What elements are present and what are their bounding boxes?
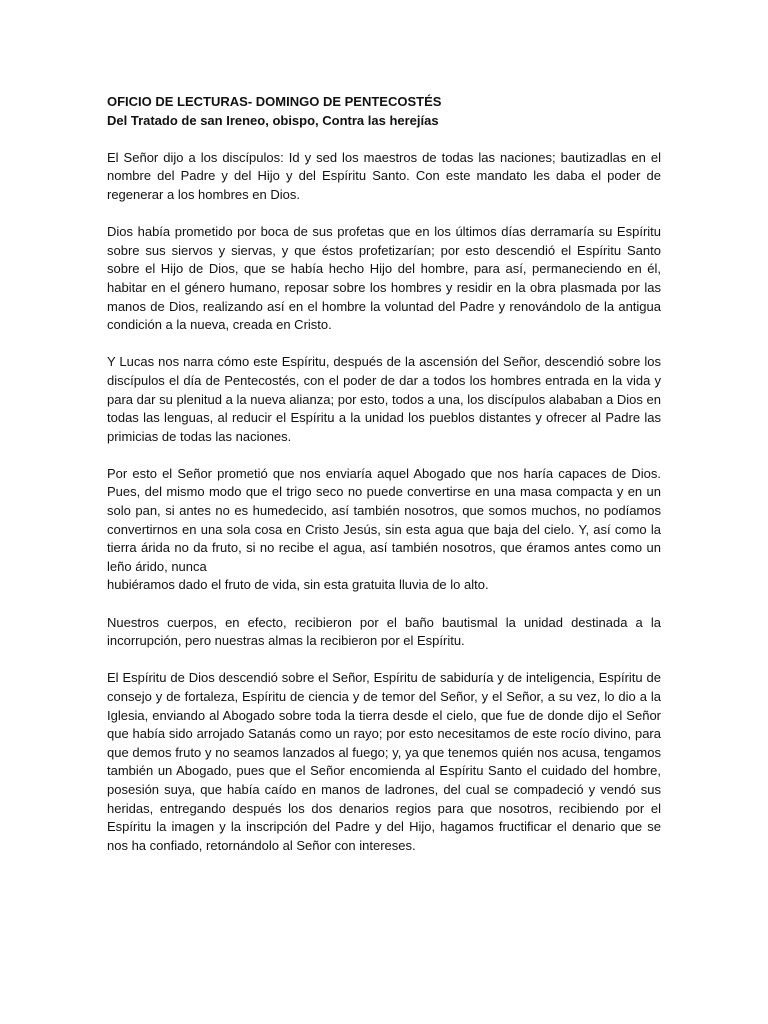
paragraph-4-tail: hubiéramos dado el fruto de vida, sin esta gratuita lluvia de lo alto. — [107, 577, 489, 593]
paragraph-5: Nuestros cuerpos, en efecto, recibieron por el baño bautismal la unidad destinada a la incorrupción, pero nuestras almas la recibieron por el Espíritu. — [107, 614, 661, 649]
document-subtitle: Del Tratado de san Ireneo, obispo, Contra las herejías — [107, 112, 439, 128]
document-page — [107, 93, 661, 855]
paragraph-4 — [107, 465, 661, 595]
document-title: OFICIO DE LECTURAS- DOMINGO DE PENTECOSTÉS — [107, 94, 442, 109]
paragraph-6: El Espíritu de Dios descendió sobre el Señor, Espíritu de sabiduría y de inteligencia, Espíritu de consejo y de fortaleza, Espíritu de ciencia y de temor del Señor, y el Señor, a su vez, lo dio a la Iglesia, enviando al Abogado sobre toda la tierra desde el cielo, que fue de donde dijo el Señor que había sido arrojado Satanás como un rayo; por esto necesitamos de este rocío divino, para que demos fruto y no seamos lanzados al fuego; y, ya que tenemos quién nos acusa, tengamos también un Abogado, pues que el Señor encomienda al Espíritu Santo el cuidado del hombre, posesión suya, que había caído en manos de ladrones, del cual se compadeció y vendó sus heridas, entregando después los dos denarios regios para que nosotros, recibiendo por el Espíritu la imagen y la inscripción del Padre y del Hijo, hagamos fructificar el denario que se nos ha confiado, retornándolo al Señor con intereses. — [107, 670, 661, 853]
paragraph-1: El Señor dijo a los discípulos: Id y sed los maestros de todas las naciones; bautizadlas en el nombre del Padre y del Hijo y del Espíritu Santo. Con este mandato les daba el poder de regenerar a los hombres en Dios. — [107, 149, 661, 202]
paragraph-4-body: Por esto el Señor prometió que nos enviaría aquel Abogado que nos haría capaces de Dios. Pues, del mismo modo que el trigo seco no puede convertirse en una masa compacta y en un solo pan, si antes no es humedecido, así también nosotros, que somos muchos, no podíamos convertirnos en una sola cosa en Cristo Jesús, sin esta agua que baja del cielo. Y, así como la tierra árida no da fruto, si no recibe el agua, así también nosotros, que éramos antes como un leño árido, nunca — [107, 465, 661, 574]
paragraph-2: Dios había prometido por boca de sus profetas que en los últimos días derramaría su Espíritu sobre sus siervos y siervas, y que éstos profetizarían; por esto descendió el Espíritu Santo sobre el Hijo de Dios, que se había hecho Hijo del hombre, para así, permaneciendo en él, habitar en el género humano, reposar sobre los hombres y residir en la obra plasmada por las manos de Dios, realizando así en el hombre la voluntad del Padre y renovándolo de la antigua condición a la nueva, creada en Cristo. — [107, 224, 661, 333]
paragraph-3: Y Lucas nos narra cómo este Espíritu, después de la ascensión del Señor, descendió sobre los discípulos el día de Pentecostés, con el poder de dar a todos los hombres entrada en la vida y para dar su plenitud a la nueva alianza; por esto, todos a una, los discípulos alababan a Dios en todas las lenguas, al reducir el Espíritu a la unidad los pueblos distantes y ofrecer al Padre las primicias de todas las naciones. — [107, 354, 661, 444]
